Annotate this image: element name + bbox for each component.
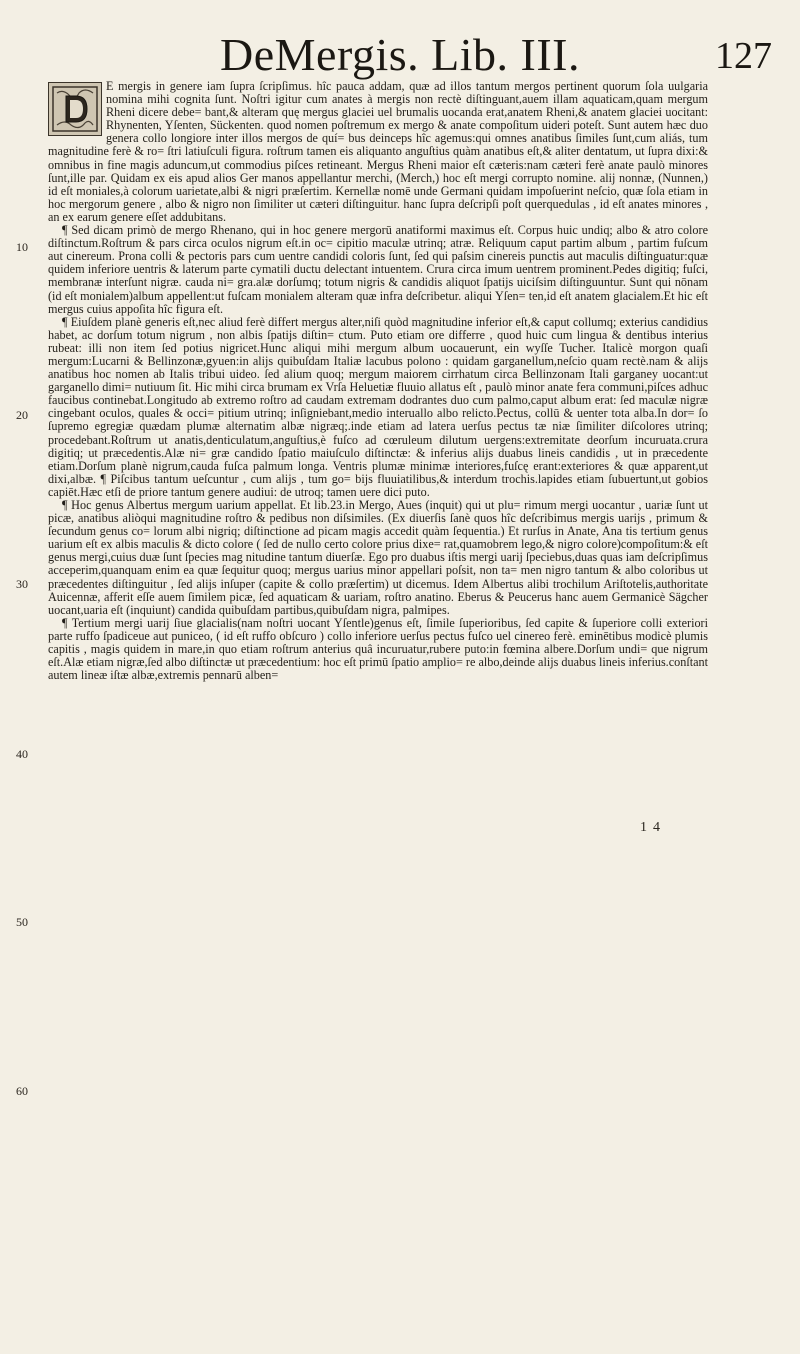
line-number: 10 (16, 240, 28, 254)
line-number: 50 (16, 915, 28, 929)
paragraph-intro: E mergis in genere iam ſupra ſcripſimus. hîc pauca addam, quæ ad illos tantum mergos pertinent quorum ſola uulgaria nomina mihi cognita ſunt. Noſtri igitur cum anates à mergis non rectè diſtinguant,auem illam aquaticam,quam mergum Rheni dicere debe= bant,& alteram quę mergus glaciei uel brumalis uocanda erat,anatem Rheni,& anatem glaciei uocitant: Rhynenten, Yſenten, Sückenten. quod nomen poſtremum ex mergo & anate compoſitum uideri poteſt. Sunt autem hæc duo genera collo longiore inter illos mergos de quí= bus deinceps hîc agemus:qui omnes anatibus ſimiles ſunt,cum aliás, tum magnitudine ferè & ro= ſtri latiuſculi figura. roſtrum tamen eis aliquanto anguſtius quàm anatibus eſt,& aliter dentatum, ut ſupra dixi:& omnibus in fine magis aduncum,ut commodius piſces retineant. Mergus Rheni maior eſt cæteris:nam cæteri ferè anate paulò minores ſunt,ille par. Quidam ex eis apud alios Ger manos appellantur merchi, (Merch,) hoc eſt mergi corrupto nomine. alij nonnæ, (Nunnen,) id eſt moniales,à colorum uarietate,albi & nigri præſertim. Kernellæ nomē unde Germani quidam impoſuerint neſcio, quæ ſola etiam in hoc mergorum genere , albo & nigro non ſimiliter ut cæteri diſtinguitur. hanc ſupra deſcripſi poſt querquedulas , id eſt anates minores , an ex earum genere eſſet addubitans. (48, 79, 708, 224)
body-text (48, 80, 708, 682)
line-number: 60 (16, 1084, 28, 1098)
decorated-initial-letter (48, 82, 102, 136)
page-number: 127 (715, 35, 772, 77)
paragraph-albertus: ¶ Hoc genus Albertus mergum uarium appellat. Et lib.23.in Mergo, Aues (inquit) qui ut plu= rimum mergi uocantur , uariæ ſunt ut picæ, anatibus aliòqui magnitudine roſtro & pedibus non diſsimiles. (Ex diuerſis ſanè quos hîc deſcribimus mergis uarijs , primum & ſecundum genus co= lorum albi nigriq; diſtinctione ad picam magis accedit quàm ſequentia.) Et rurſus in Anate, Ana tis tertium genus uarium eſt ex albis maculis & dicto colore ( ſed de nullo certo colore prius dixe= rat,quamobrem lego,& nigro colore)compoſitum:& eſt genus mergi,cuius duæ ſunt ſpecies mag nitudine tantum diuerſæ. Ego pro duabus iſtis mergi uarij ſpeciebus,duas quas iam deſcripſimus acceperim,quanquam enim ea quæ ſequitur quoq; mergus uarius minor appellari poſsit, non ta= men nigro tantum & albo coloribus ut præcedentes diſtinguitur , ſed alijs inſuper (capite & collo præſertim) ut dicemus. Idem Albertus alibi trochilum Ariſtotelis,authoritate Auicennæ, afferit eſſe auem ſimilem picæ, ſed aquaticam & uariam, roſtro anatino. Eberus & Peucerus hanc auem Germanicè Sägcher uocant,uaria eſt (inquiunt) candida quibuſdam partibus,quibuſdam nigra, palmipes. (48, 498, 708, 617)
woodcut-initial-icon (49, 83, 101, 135)
paragraph-rhenish-merganser: ¶ Sed dicam primò de mergo Rhenano, qui in hoc genere mergorū anatiformi maximus eſt. Corpus huic undiq; albo & atro colore diſtinctum.Roſtrum & pars circa oculos nigrum eſt.in oc= cipitio maculæ utrinq; atræ. Reliquum caput partim album , partim fuſcum aut cinereum. Prona colli & pectoris pars cum uentre candidi coloris ſunt, ſed qui paſsim cinereis punctis aut maculis diſtinguatur:quæ quidem inferiore uentris & laterum parte cymatili ductu delectant intuentem. Crura circa imum uentrem prominent.Pedes digitiq; fuſci, membranæ interſunt nigræ. cauda ni= gra.alæ dorſumq; totum nigris & candidis aliquot ſpatijs uiciſsim diſtinguuntur. Sunt qui nōnam (id eſt monialem)album appellent:ut fuſcam monialem alteram quæ infra deſcribetur. aliqui Yſen= ten,id eſt anatem glacialem.Et hic eſt mergus cuius appoſita hîc figura eſt. (48, 223, 708, 316)
line-number: 40 (16, 747, 28, 761)
signature-mark: 14 (640, 820, 666, 835)
running-title: DeMergis. Lib. III. (220, 29, 580, 80)
paragraph-second-merganser: ¶ Eiuſdem planè generis eſt,nec aliud ferè differt mergus alter,niſi quòd magnitudine inferior eſt,& caput collumq; exterius candidius habet, ac dorſum totum nigrum , non albis ſpatijs diſtin= ctum. Puto etiam ore differre , quod huic cum lingua & dentibus interius rubeat: illi non item ſed potius nigricet.Hunc aliqui mihi mergum album uocauerunt, ein wyſſe Tucher. Italicè morgon quaſi mergum:Lucarni & Bellinzonæ,gyuen:in alijs quibuſdam Italiæ lacubus polono : quidam garganellum,neſcio quam rectè.nam & alijs anatibus hoc nomen ab Italis tribui uideo. ſed alium quoq; mergum maiorem cirrhatum circa Bellinzonam Itali garganey uocant:ut garganello dimi= nutiuum ſit. Hic mihi circa brumam ex Vrſa Heluetiæ fluuio allatus eſt , paulò minor anate fera communi,piſces adhuc faucibus continebat.Longitudo ab extremo roſtro ad caudam extremam dodrantes duo cum palmo,caput album erat: ſed maculæ nigræ cingebant oculos, quales & occi= pitium utrinq; inſigniebant,medio interuallo albo relicto.Pectus, collū & uenter tota alba.In dor= ſo ſupremo egregiæ quædam plumæ alternatim albæ nigræq;.inde etiam ad latera uerſus pectus tæ niæ ſimiliter diſcolores utrinq; procedebant.Roſtrum ut anatis,denticulatum,anguſtius,è fuſco ad cœruleum dilutum uergens:extremitate deorſum incuruata.crura digitiq; ut præcedentis.Alæ ni= græ candido ſpatio maiuſculo diſtinctæ: & inferius alijs duabus lineis candidis , ut in præcedente etiam.Dorſum planè nigrum,cauda fuſca palmum longa. Ventris plumæ minimæ interiores,fuſcę erant:exteriores & quæ apparent,ut dixi,albæ. ¶ Piſcibus tantum ueſcuntur , cum alijs , tum go= bijs fluuiatilibus,& interdum trochis.lapides etiam ſubuertunt,ut gobios capiēt.Hæc etſi de priore tantum genere audiui: de utroq; tamen uere dici puto. (48, 314, 708, 499)
paragraph-third-merganser: ¶ Tertium mergi uarij ſiue glacialis(nam noſtri uocant Yſentle)genus eſt, ſimile ſuperioribus, ſed capite & ſuperiore colli exteriori parte ruffo ſpadiceue aut puniceo, ( id eſt ruffo obſcuro ) collo inferiore uerſus pectus fuſco uel cinereo ferè. eminētibus modicè plumis capitis , magis quidem in mare,in quo etiam roſtrum anterius quâ incuruatur,rubere puto:in fœmina albere.Dorſum undi= que nigrum eſt.Alæ etiam nigræ,ſed albo diſtinctæ ut præcedentium: hoc eſt primū ſpatio amplio= re albo,deinde alijs duabus lineis inferius.conſtant autem lineæ iſtæ albæ,extremis pennarū alben= (48, 615, 708, 683)
line-number: 20 (16, 408, 28, 422)
line-number: 30 (16, 577, 28, 591)
